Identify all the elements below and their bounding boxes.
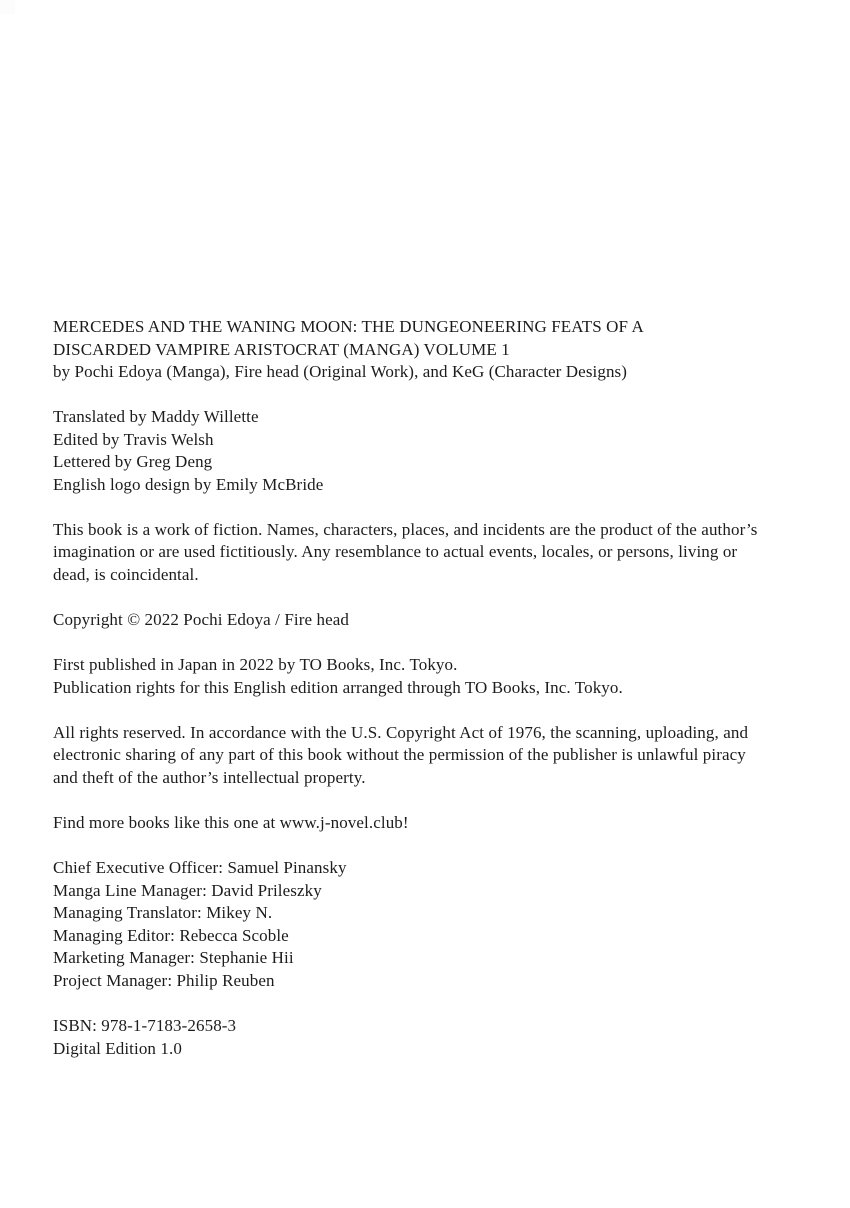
staff-managing-translator: Managing Translator: Mikey N. <box>53 903 273 923</box>
copyright-line: Copyright © 2022 Pochi Edoya / Fire head <box>53 610 349 630</box>
find-more-line: Find more books like this one at www.j-novel.club! <box>53 813 409 833</box>
book-byline: by Pochi Edoya (Manga), Fire head (Original Work), and KeG (Character Designs) <box>53 362 628 382</box>
staff-manga-line-manager: Manga Line Manager: David Prileszky <box>53 880 322 900</box>
publication-rights-arranged: Publication rights for this English edition arranged through TO Books, Inc. Tokyo. <box>53 677 623 697</box>
credits-block <box>53 406 768 496</box>
credit-editor: Edited by Travis Welsh <box>53 429 214 449</box>
credit-letterer: Lettered by Greg Deng <box>53 452 213 472</box>
staff-managing-editor: Managing Editor: Rebecca Scoble <box>53 925 289 945</box>
publication-first-published: First published in Japan in 2022 by TO Books, Inc. Tokyo. <box>53 655 458 675</box>
publication-block <box>53 654 768 699</box>
fiction-disclaimer: This book is a work of fiction. Names, characters, places, and incidents are the product of the author’s imagination or are used fictitiously. Any resemblance to actual events, locales, or persons, living or dead, is coincidental. <box>53 519 758 585</box>
colophon-text-block <box>53 316 768 1060</box>
staff-block <box>53 857 768 992</box>
book-title-block <box>53 316 743 384</box>
staff-project-manager: Project Manager: Philip Reuben <box>53 970 275 990</box>
scan-artifact <box>0 0 15 14</box>
staff-marketing-manager: Marketing Manager: Stephanie Hii <box>53 948 294 968</box>
staff-ceo: Chief Executive Officer: Samuel Pinansky <box>53 858 347 878</box>
credit-logo-designer: English logo design by Emily McBride <box>53 474 324 494</box>
edition-block <box>53 1015 768 1060</box>
credit-translator: Translated by Maddy Willette <box>53 407 259 427</box>
book-title: MERCEDES AND THE WANING MOON: THE DUNGEONEERING FEATS OF A DISCARDED VAMPIRE ARISTOCRAT (MANGA) VOLUME 1 <box>53 317 643 359</box>
digital-edition-line: Digital Edition 1.0 <box>53 1038 182 1058</box>
rights-reserved-paragraph: All rights reserved. In accordance with the U.S. Copyright Act of 1976, the scanning, uploading, and electronic sharing of any part of this book without the permission of the publisher is unlawful piracy and theft of the author’s intellectual property. <box>53 722 749 787</box>
isbn-line: ISBN: 978-1-7183-2658-3 <box>53 1015 237 1035</box>
